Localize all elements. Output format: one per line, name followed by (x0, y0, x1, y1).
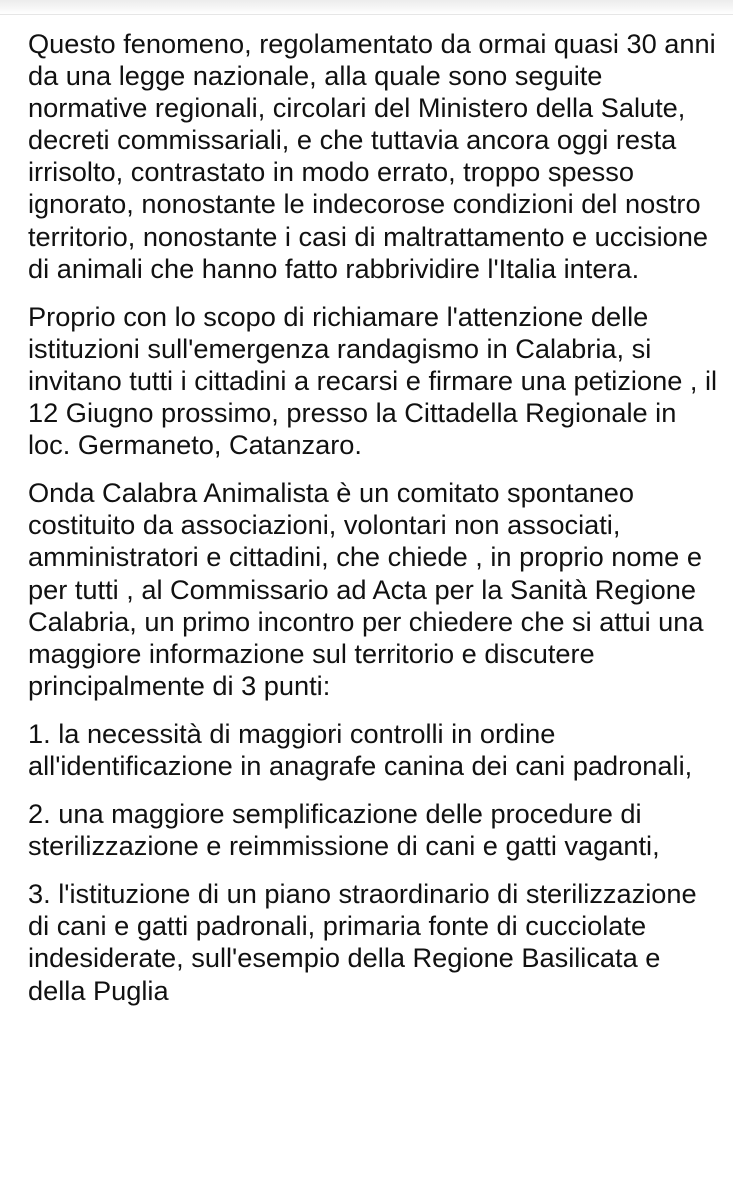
top-bar-shadow (0, 0, 733, 15)
paragraph-comitato: Onda Calabra Animalista è un comitato spontaneo costituito da associazioni, volontari non associati, amministratori e cittadini, che chiede , in proprio nome e per tutti , al Commissario ad Acta per la Sanità Regione Calabria, un primo incontro per chiedere che si attui una maggiore informazione sul territorio e discutere principalmente di 3 punti: (28, 477, 704, 701)
paragraph-petizione: Proprio con lo scopo di richiamare l'attenzione delle istituzioni sull'emergenza randagismo in Calabria, si invitano tutti i cittadini a recarsi e firmare una petizione , il 12 Giugno prossimo, presso la Cittadella Regionale in loc. Germaneto, Catanzaro. (28, 300, 718, 461)
list-item-point-1: 1. la necessità di maggiori controlli in ordine all'identificazione in anagrafe canina dei cani padronali, (28, 717, 693, 781)
list-item-point-2: 2. una maggiore semplificazione delle procedure di sterilizzazione e reimmissione di cani e gatti vaganti, (28, 798, 660, 862)
paragraph-fenomeno: Questo fenomeno, regolamentato da ormai quasi 30 anni da una legge nazionale, alla quale sono seguite normative regionali, circolari del Ministero della Salute, decreti commissariali, e che tuttavia ancora oggi resta irrisolto, contrastato in modo errato, troppo spesso ignorato, nonostante le indecorose condizioni del nostro territorio, nonostante i casi di maltrattamento e uccisione di animali che hanno fatto rabbrividire l'Italia intera. (28, 28, 716, 284)
article-body (28, 28, 720, 1007)
list-item-point-3: 3. l'istituzione di un piano straordinario di sterilizzazione di cani e gatti padronali, primaria fonte di cucciolate indesiderate, sull'esempio della Regione Basilicata e della Puglia (28, 878, 697, 1006)
